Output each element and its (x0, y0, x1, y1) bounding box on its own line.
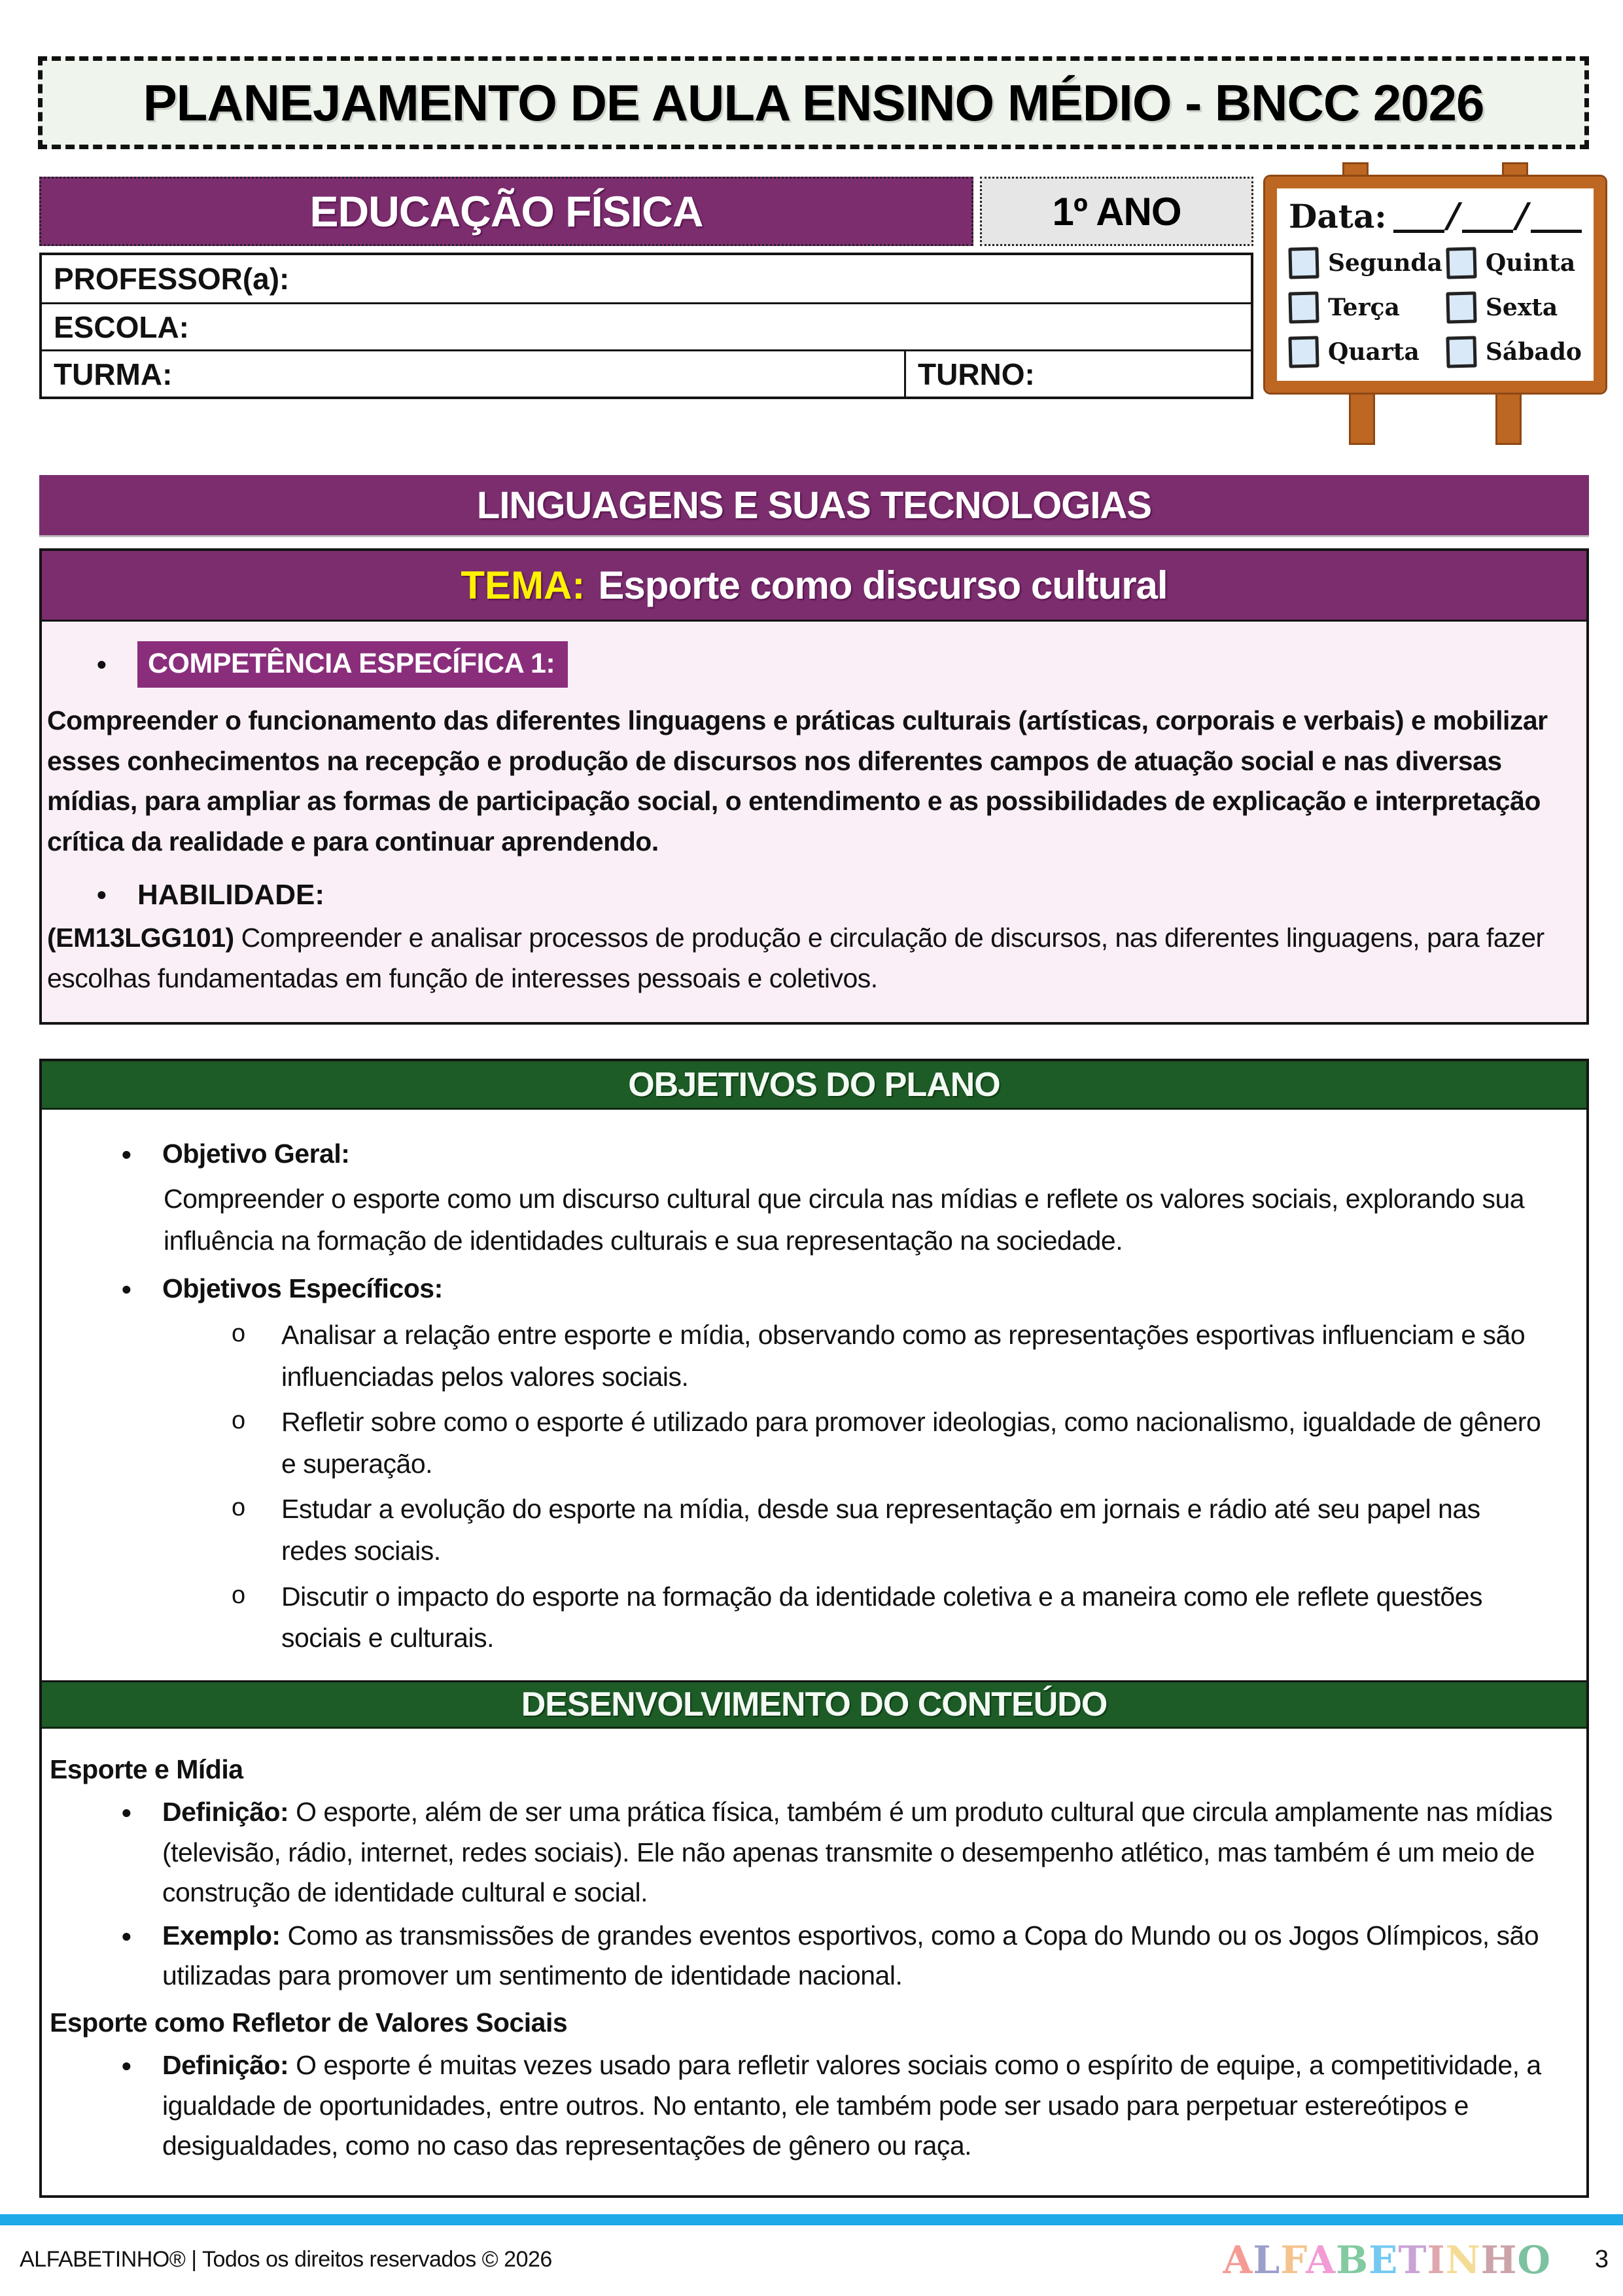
plan-content-box (39, 1059, 1589, 2198)
objetivo-especifico-item (42, 1489, 1569, 1572)
checkbox-quinta[interactable] (1446, 247, 1476, 279)
document-header (38, 56, 1589, 149)
logo-letter: T (1398, 2238, 1427, 2282)
professor-row (42, 255, 1251, 302)
content-section-heading: Esporte como Refletor de Valores Sociais (50, 2007, 568, 2038)
theme-label: TEMA: (461, 563, 585, 607)
objetivo-especifico-text: Analisar a relação entre esporte e mídia, observando como as representações esportivas influenciam e são influenciadas pelos valores sociais. (281, 1320, 1526, 1392)
theme-box (39, 548, 1589, 1025)
bullet-icon (97, 879, 137, 911)
weekday-item-sabado (1446, 336, 1582, 368)
circle-bullet-icon (232, 1315, 281, 1398)
checkbox-quarta[interactable] (1288, 336, 1319, 368)
date-board (1265, 162, 1605, 445)
info-table (39, 253, 1253, 399)
logo-letter: B (1336, 2238, 1369, 2282)
turma-label: TURMA: (54, 357, 173, 391)
subject-and-info (39, 177, 1253, 399)
knowledge-area-banner (39, 475, 1589, 535)
knowledge-area-label: LINGUAGENS E SUAS TECNOLOGIAS (476, 484, 1152, 527)
objetivos-title: OBJETIVOS DO PLANO (628, 1065, 1000, 1104)
theme-value: Esporte como discurso cultural (598, 563, 1168, 607)
subject-label: EDUCAÇÃO FÍSICA (309, 187, 703, 236)
content-item (42, 1792, 1569, 1913)
date-day-field[interactable] (1393, 199, 1444, 233)
footer (0, 2236, 1623, 2289)
checkbox-terca[interactable] (1288, 291, 1319, 323)
weekday-item-segunda (1289, 247, 1442, 279)
objetivo-geral-text: Compreender o esporte como um discurso cultural que circula nas mídias e reflete os valores sociais, explorando sua influência na formação de identidades culturais e sua representação na sociedade. (164, 1184, 1525, 1256)
turno-cell (904, 351, 1251, 397)
habilidade-heading: HABILIDADE: (137, 879, 324, 911)
objetivo-especifico-text: Discutir o impacto do esporte na formação da identidade coletiva e a maneira como ele reflete questões sociais e culturais. (281, 1581, 1483, 1653)
objetivo-geral-label: Objetivo Geral: (162, 1139, 350, 1169)
bullet-icon (122, 1268, 162, 1311)
date-month-field[interactable] (1462, 199, 1513, 233)
checkbox-sexta[interactable] (1446, 291, 1476, 323)
turma-turno-row (42, 349, 1251, 397)
competencia-heading: COMPETÊNCIA ESPECÍFICA 1: (137, 641, 568, 688)
circle-bullet-icon (232, 1489, 281, 1572)
objetivo-especifico-text: Estudar a evolução do esporte na mídia, desde sua representação em jornais e rádio até seu papel nas redes sociais. (281, 1494, 1480, 1566)
objetivos-banner (42, 1061, 1586, 1110)
content-item (42, 2045, 1569, 2166)
content-item-label: Definição: (162, 2050, 289, 2081)
weekday-grid (1289, 247, 1582, 368)
turma-cell (42, 351, 904, 397)
date-slash: / (1442, 196, 1464, 236)
date-board-column (1265, 162, 1605, 445)
logo-letter: O (1517, 2238, 1551, 2282)
escola-row (42, 302, 1251, 349)
bullet-icon (122, 1133, 162, 1176)
habilidade-body: Compreender e analisar processos de produção e circulação de discursos, nas diferentes linguagens, para fazer escolhas fundamentadas em função de interesses pessoais e coletivos. (47, 923, 1544, 993)
content-section-heading: Esporte e Mídia (50, 1754, 243, 1784)
bullet-icon (122, 1916, 162, 1996)
date-label: Data: (1289, 197, 1387, 236)
page-title: PLANEJAMENTO DE AULA ENSINO MÉDIO - BNCC 2026 (143, 73, 1484, 132)
logo-letter: I (1427, 2238, 1446, 2282)
desenvolvimento-banner (42, 1680, 1586, 1729)
desenvolvimento-title: DESENVOLVIMENTO DO CONTEÚDO (521, 1685, 1108, 1723)
content-item-text: O esporte é muitas vezes usado para refletir valores sociais como o espírito de equipe, a competitividade, a igualdade de oportunidades, entre outros. No entanto, ele também pode ser usado para perpetuar estereótipos e desigualdades, como no caso das representações de gênero ou raça. (162, 2050, 1541, 2161)
weekday-item-quarta (1289, 336, 1442, 368)
grade-box (980, 177, 1253, 246)
competencia-section (42, 622, 1586, 1022)
logo-letter: E (1369, 2238, 1399, 2282)
content-item (42, 1916, 1569, 1996)
objetivo-especifico-item (42, 1315, 1569, 1398)
objetivos-content (42, 1110, 1586, 1680)
competencia-bullet-row (97, 641, 1577, 688)
weekday-item-sexta (1446, 292, 1582, 323)
subject-row (39, 177, 1253, 246)
content-item-label: Exemplo: (162, 1920, 281, 1951)
content-item-label: Definição: (162, 1797, 289, 1828)
turno-field[interactable] (1035, 351, 1251, 397)
objetivos-especificos-label: Objetivos Específicos: (162, 1273, 443, 1304)
bullet-icon (97, 649, 137, 680)
competencia-text: Compreender o funcionamento das diferentes linguagens e práticas culturais (artísticas, corporais e verbais) e mobilizar esses conhecimentos na recepção e produção de discursos nos diferentes campos de atuação social e nas diversas mídias, para ampliar as formas de participação social, o entendimento e as possibilidades de explicação e interpretação crítica da realidade e para continuar aprendendo. (47, 705, 1548, 857)
logo-letter: L (1253, 2238, 1281, 2282)
date-year-field[interactable] (1531, 199, 1582, 233)
bullet-icon (122, 1792, 162, 1913)
habilidade-code: (EM13LGG101) (47, 923, 234, 953)
weekday-item-quinta (1446, 247, 1582, 279)
escola-field[interactable] (189, 304, 1251, 349)
checkbox-sabado[interactable] (1446, 336, 1476, 368)
objetivo-especifico-item (42, 1402, 1569, 1485)
content-item-text: O esporte, além de ser uma prática física, também é um produto cultural que circula amplamente nas mídias (televisão, rádio, internet, redes sociais). Ele não apenas transmite o desempenho atlético, mas também é um meio de construção de identidade cultural e social. (162, 1797, 1553, 1908)
weekday-item-terca (1289, 292, 1442, 323)
board-frame (1265, 177, 1605, 393)
professor-field[interactable] (289, 255, 1251, 302)
circle-bullet-icon (232, 1402, 281, 1485)
logo-letter: A (1306, 2238, 1336, 2282)
habilidade-text (47, 918, 1575, 998)
footer-accent-bar (0, 2214, 1623, 2225)
date-slash: / (1511, 196, 1533, 236)
logo-letter: F (1280, 2238, 1306, 2282)
objetivo-geral-row (42, 1133, 1569, 1176)
page-number: 3 (1594, 2246, 1609, 2273)
escola-label: ESCOLA: (54, 309, 189, 344)
checkbox-segunda[interactable] (1288, 247, 1319, 279)
desenvolvimento-content (42, 1729, 1586, 2195)
logo-letter: A (1223, 2238, 1253, 2282)
turno-label: TURNO: (918, 357, 1035, 391)
circle-bullet-icon (232, 1576, 281, 1659)
theme-banner (42, 551, 1586, 622)
weekday-label: Segunda (1328, 249, 1442, 277)
logo-letter: N (1445, 2238, 1481, 2282)
professor-label: PROFESSOR(a): (54, 262, 290, 296)
copyright-text: ALFABETINHO® | Todos os direitos reservados © 2026 (20, 2247, 552, 2272)
weekday-label: Terça (1328, 294, 1400, 321)
turma-field[interactable] (172, 351, 904, 397)
objetivos-especificos-row (42, 1268, 1569, 1311)
alfabetinho-logo (1223, 2238, 1551, 2282)
top-section (39, 177, 1623, 459)
content-item-text: Como as transmissões de grandes eventos esportivos, como a Copa do Mundo ou os Jogos Olímpicos, são utilizadas para promover um sentimento de identidade nacional. (162, 1920, 1539, 1991)
subject-banner (39, 177, 973, 246)
weekday-label: Quarta (1328, 338, 1420, 366)
objetivo-especifico-text: Refletir sobre como o esporte é utilizado para promover ideologias, como nacionalismo, igualdade de gênero e superação. (281, 1407, 1541, 1479)
bullet-icon (122, 2045, 162, 2166)
habilidade-bullet-row (97, 879, 1577, 911)
logo-letter: H (1480, 2238, 1518, 2282)
weekday-label: Quinta (1485, 249, 1576, 277)
objetivo-especifico-item (42, 1576, 1569, 1659)
weekday-label: Sábado (1485, 338, 1582, 366)
grade-label: 1º ANO (1052, 189, 1181, 234)
weekday-label: Sexta (1485, 294, 1558, 321)
date-line (1289, 196, 1582, 236)
